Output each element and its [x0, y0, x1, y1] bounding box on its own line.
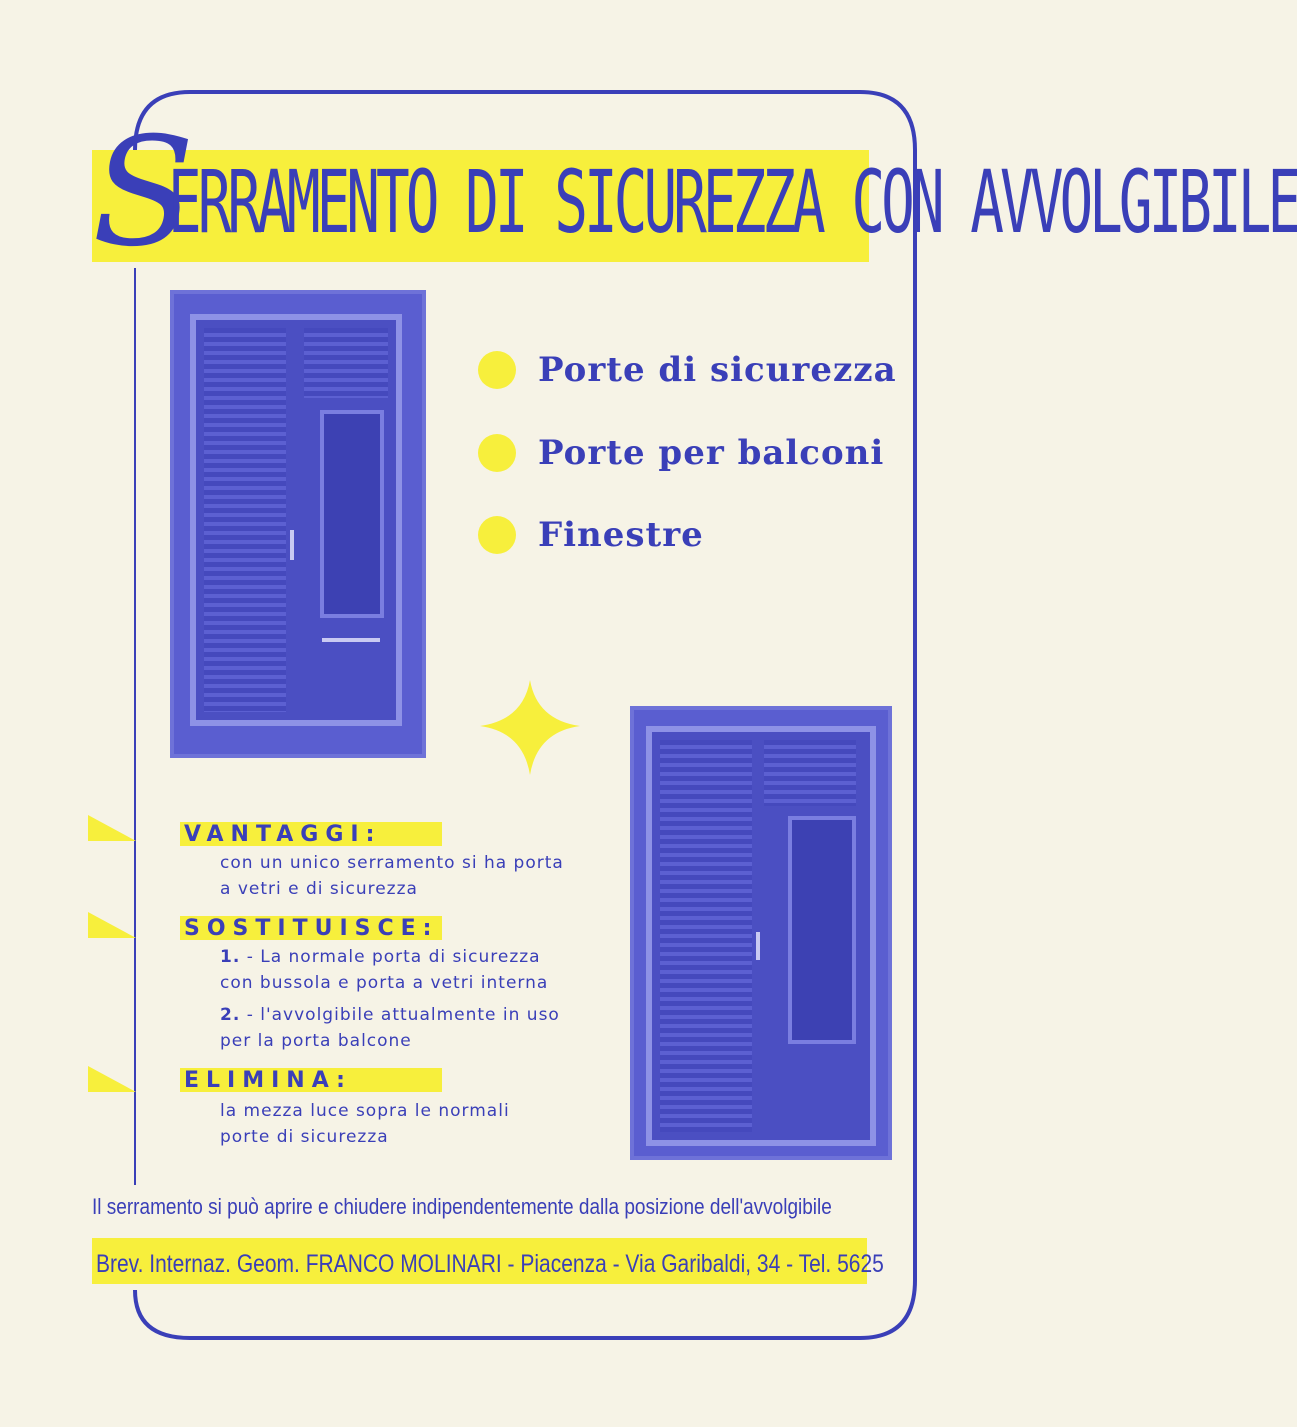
door-shutter-left: [204, 328, 286, 712]
door-frame: [646, 726, 876, 1146]
body-line: - La normale porta di sicurezza: [246, 947, 541, 967]
sostituisce-heading: SOSTITUISCE:: [180, 916, 442, 940]
body-line: con bussola e porta a vetri interna: [220, 973, 549, 993]
list-item: [220, 1002, 580, 1028]
elimina-heading: ELIMINA:: [180, 1068, 442, 1092]
sostituisce-body: [220, 944, 580, 1054]
body-line: con un unico serramento si ha porta: [220, 853, 564, 873]
section-marker-icon: [88, 912, 136, 942]
feature-item: [478, 428, 884, 478]
body-line: per la porta balcone: [220, 1031, 412, 1051]
door-frame: [190, 314, 402, 726]
door-shutter-top: [304, 328, 388, 398]
door-handle: [756, 932, 760, 960]
vantaggi-heading: VANTAGGI:: [180, 822, 442, 846]
body-line: a vetri e di sicurezza: [220, 879, 418, 899]
door-shutter-top: [764, 740, 856, 806]
feature-item: [478, 345, 897, 395]
vantaggi-body: [220, 850, 580, 902]
bullet-dot-icon: [478, 351, 516, 389]
title-initial: S: [92, 106, 195, 280]
body-line: - l'avvolgibile attualmente in uso: [246, 1005, 560, 1025]
star-ornament: [480, 680, 580, 775]
door-photo-1: [170, 290, 426, 758]
body-line: porte di sicurezza: [220, 1127, 389, 1147]
door-bar: [322, 638, 380, 642]
item-number: 2.: [220, 1005, 241, 1025]
section-marker-icon: [88, 815, 136, 845]
door-glass-panel: [320, 410, 384, 618]
body-line: la mezza luce sopra le normali: [220, 1101, 510, 1121]
page-title: ERRAMENTO DI SICUREZZA CON AVVOLGIBILE: [168, 152, 1297, 254]
bullet-dot-icon: [478, 434, 516, 472]
elimina-body: [220, 1098, 580, 1150]
feature-label: Finestre: [538, 515, 704, 555]
door-handle: [290, 530, 294, 560]
door-photo-2: [630, 706, 892, 1160]
item-number: 1.: [220, 947, 241, 967]
footer-credit: Brev. Internaz. Geom. FRANCO MOLINARI - Piacenza - Via Garibaldi, 34 - Tel. 5625: [96, 1250, 884, 1278]
section-marker-icon: [88, 1066, 136, 1096]
door-shutter-left: [660, 740, 752, 1132]
feature-label: Porte per balconi: [538, 433, 885, 473]
bullet-dot-icon: [478, 516, 516, 554]
list-item: [220, 944, 580, 970]
footer-note: Il serramento si può aprire e chiudere indipendentemente dalla posizione dell'avvolgibile: [92, 1195, 832, 1220]
door-glass-panel: [788, 816, 856, 1044]
feature-item: [478, 510, 704, 560]
feature-label: Porte di sicurezza: [538, 350, 897, 390]
